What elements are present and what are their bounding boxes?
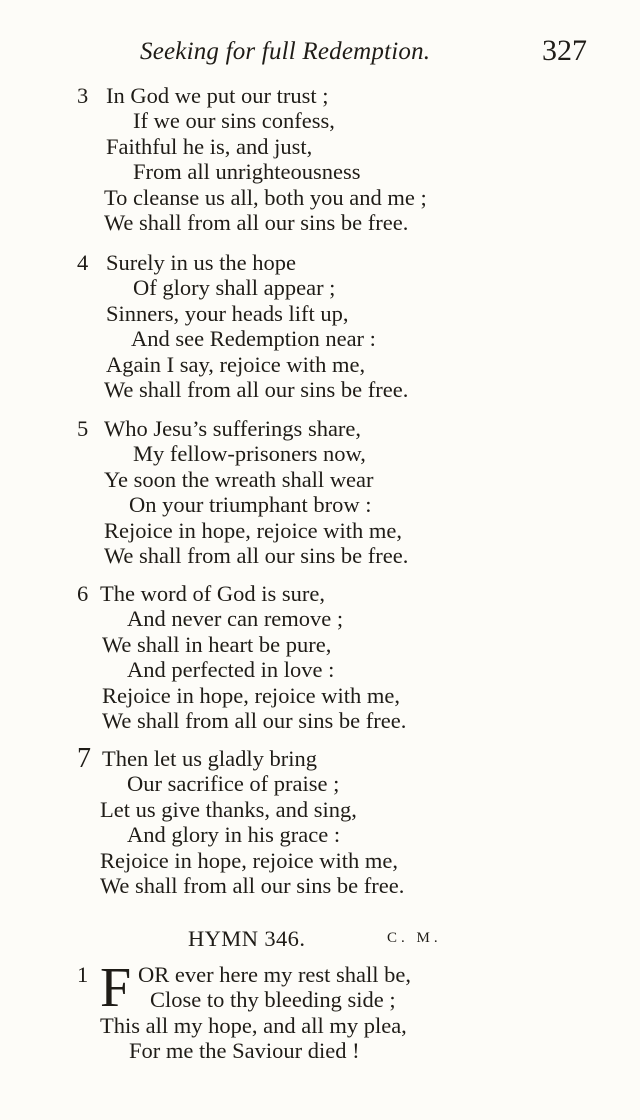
verse-line: We shall from all our sins be free. [104, 543, 409, 568]
verse-line: And perfected in love : [127, 657, 335, 682]
drop-cap: F [100, 957, 132, 1019]
verse-line: This all my hope, and all my plea, [100, 1013, 407, 1038]
verse-line: Of glory shall appear ; [133, 275, 336, 300]
verse-line: For me the Saviour died ! [129, 1038, 360, 1063]
verse-line: Who Jesu’s sufferings share, [104, 416, 362, 441]
verse-line: My fellow-prisoners now, [133, 441, 366, 466]
verse-line: Close to thy bleeding side ; [150, 987, 396, 1012]
verse-line: And never can remove ; [127, 606, 344, 631]
stanza-number: 7 [77, 743, 91, 774]
verse-line: Rejoice in hope, rejoice with me, [100, 848, 399, 873]
page-header [0, 34, 640, 74]
hymn-title: HYMN 346. [188, 926, 306, 951]
verse-line: And glory in his grace : [127, 822, 341, 847]
verse-line: Again I say, rejoice with me, [106, 352, 366, 377]
verse-line: Surely in us the hope [106, 250, 296, 275]
verse-line: In God we put our trust ; [106, 83, 329, 108]
verse-line: Rejoice in hope, rejoice with me, [102, 683, 401, 708]
verse-line: To cleanse us all, both you and me ; [104, 185, 427, 210]
verse-line: We shall from all our sins be free. [100, 873, 405, 898]
verse-line: Ye soon the wreath shall wear [104, 467, 374, 492]
stanza-number: 1 [77, 962, 89, 987]
running-title: Seeking for full Redemption. [140, 38, 431, 65]
verse-line: The word of God is sure, [100, 581, 325, 606]
stanza-3 [0, 83, 640, 243]
verse-line: OR ever here my rest shall be, [138, 962, 412, 987]
stanza-7 [0, 743, 640, 906]
hymn-meter: C. M. [387, 930, 442, 946]
verse-line: Faithful he is, and just, [106, 134, 313, 159]
verse-line: And see Redemption near : [131, 326, 376, 351]
stanza-number: 5 [77, 416, 89, 441]
verse-line: Rejoice in hope, rejoice with me, [104, 518, 403, 543]
stanza-5 [0, 416, 640, 576]
verse-line: We shall in heart be pure, [102, 632, 332, 657]
verse-line: From all unrighteousness [133, 159, 361, 184]
verse-line: Sinners, your heads lift up, [106, 301, 349, 326]
hymn-346-stanza-1 [0, 957, 640, 1102]
page-number: 327 [542, 34, 587, 67]
verse-line: If we our sins confess, [133, 108, 335, 133]
verse-line: Then let us gladly bring [102, 746, 317, 771]
verse-line: On your triumphant brow : [129, 492, 372, 517]
verse-line: We shall from all our sins be free. [104, 210, 409, 235]
stanza-number: 3 [77, 83, 89, 108]
verse-line: We shall from all our sins be free. [104, 377, 409, 402]
stanza-4 [0, 250, 640, 410]
verse-line: Our sacrifice of praise ; [127, 771, 340, 796]
stanza-number: 4 [77, 250, 89, 275]
verse-line: We shall from all our sins be free. [102, 708, 407, 733]
stanza-number: 6 [77, 581, 89, 606]
hymn-heading [0, 926, 640, 956]
stanza-6 [0, 581, 640, 741]
verse-line: Let us give thanks, and sing, [100, 797, 357, 822]
